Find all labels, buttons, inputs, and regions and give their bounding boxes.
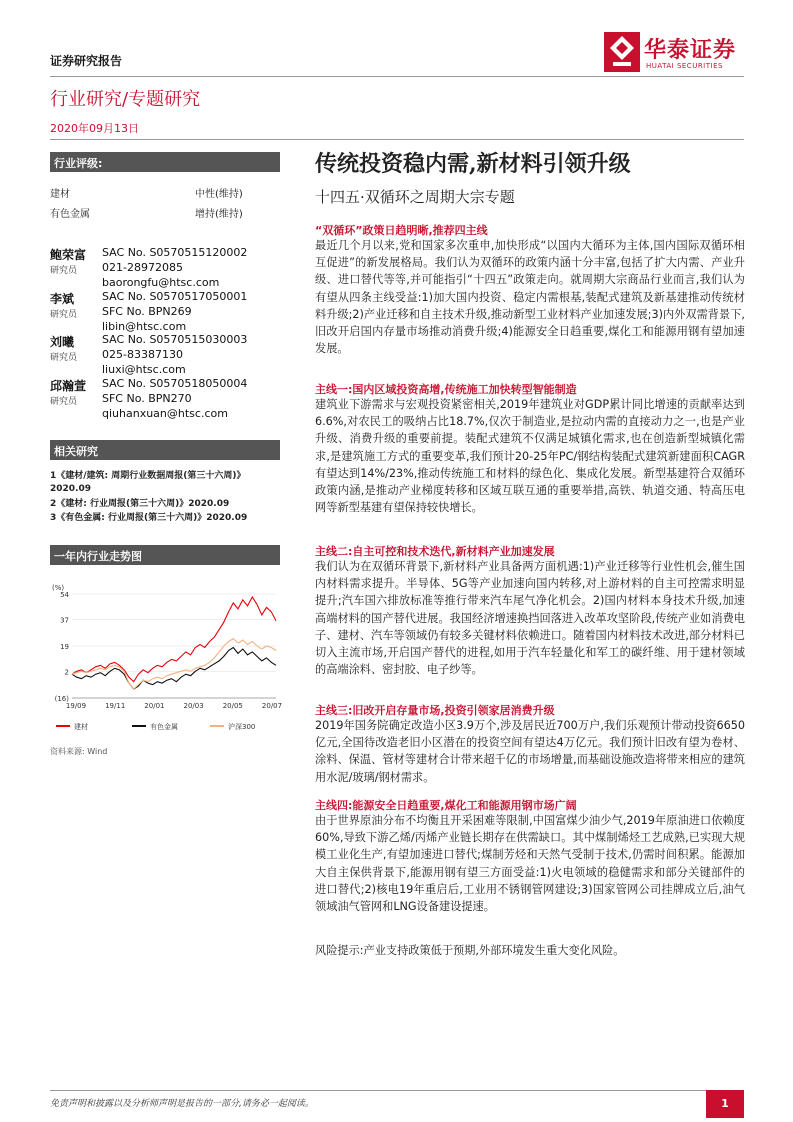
main-subtitle: 十四五·双循环之周期大宗专题 — [315, 188, 515, 206]
related-item[interactable]: 2《建材: 行业周报(第三十六周)》2020.09 — [50, 499, 230, 509]
section-body: 建筑业下游需求与宏观投资紧密相关,2019年建筑业对GDP累计同比增速的贡献率达到6.6%,对农民工的吸纳占比18.7%,仅次于制造业,是拉动内需的直接动力之一,也是产业升级、消费升级的重要前提。装配式建筑不仅满足城镇化需求,也在创造新型城镇化需求,是建筑施工方式的重要变革,我们预计20-25年PC/钢结构装配式建筑新建面积CAGR有望达到14%/23%,推动传统施工和材料的绿色化、集成化发展。新型基建符合双循环政策内涵,是推动产业梯度转移和区域互联互通的重要举措,高铁、轨道交通、特高压电网等新型基建有望保持较快增长。 — [315, 398, 745, 515]
logo-english: HUATAI SECURITIES — [646, 62, 723, 70]
legend-label: 建材 — [74, 723, 88, 731]
y-tick-label: 37 — [60, 616, 69, 625]
rating-heading: 行业评级: — [50, 152, 280, 172]
chart-source: 资料来源: Wind — [50, 747, 108, 756]
analyst-role: 研究员 — [50, 266, 78, 276]
section-heading: 主线二:自主可控和技术迭代,新材料产业加速发展 — [315, 545, 555, 558]
related-item[interactable]: 1《建材/建筑: 周期行业数据周报(第三十六周)》2020.09 — [50, 471, 246, 494]
analyst-email[interactable]: libin@htsc.com — [102, 320, 187, 333]
rating-industry: 建材 — [50, 189, 70, 200]
section-body: 2019年国务院确定改造小区3.9万个,涉及居民近700万户,我们乐观预计带动投资6650亿元,全国待改造老旧小区潜在的投资空间有望达4万亿元。我们预计旧改有望为卷材、涂料、保温、管材等建材合计带来超千亿的市场增量,而基础设施改造将带来相应的建筑用水泥/玻璃/钢材需求。 — [315, 719, 745, 784]
risk-warning: 风险提示:产业支持政策低于预期,外部环境发生重大变化风险。 — [315, 944, 625, 957]
section-body: 我们认为在双循环背景下,新材料产业具备两方面机遇:1)产业迁移等行业性机会,催生国内材料需求提升。半导体、5G等产业加速向国内转移,对上游材料的自主可控需求明显提升;汽车国六排放标准等推行带来汽车尾气净化机会。2)国内材料本身技术升级,加速高端材料的国产替代进展。我国经济增速换挡回落进入改革攻坚阶段,传统产业如消费电子、建材、汽车等领域仍有较多关键材料依赖进口。随着国内材料技术改进,部分材料已切入主流市场,开启国产替代的进程,如用于汽车轻量化和军工的碳纤维、用于建材领域的高端涂料、密封胶、电子纱等。 — [315, 560, 745, 677]
analyst-email[interactable]: liuxi@htsc.com — [102, 363, 186, 376]
x-tick-label: 20/07 — [261, 702, 282, 710]
analyst-name: 鲍荣富 — [50, 248, 87, 262]
section-heading: 主线一:国内区域投资高增,传统施工加快转型智能制造 — [315, 383, 577, 396]
analyst-email[interactable]: qiuhanxuan@htsc.com — [102, 407, 228, 420]
analyst-role: 研究员 — [50, 353, 78, 363]
chart-heading: 一年内行业走势图 — [50, 545, 280, 565]
x-tick-label: 20/03 — [183, 702, 204, 710]
y-axis-unit: (%) — [52, 584, 65, 592]
report-date: 2020年09月13日 — [50, 122, 139, 135]
analyst-sac: SAC No. S0570518050004 — [102, 377, 248, 390]
analyst-name: 李斌 — [50, 292, 75, 306]
analyst-sac: SAC No. S0570517050001 — [102, 290, 248, 303]
x-tick-label: 19/09 — [65, 702, 87, 710]
footer-divider — [50, 1090, 744, 1091]
legend-label: 沪深300 — [228, 723, 256, 731]
industry-trend-chart — [50, 580, 282, 740]
report-type: 行业研究/专题研究 — [50, 89, 201, 110]
y-tick-label: 19 — [60, 643, 69, 651]
section-body: 由于世界原油分布不均衡且开采困难等限制,中国富煤少油少气,2019年原油进口依赖度60%,导致下游乙烯/丙烯产业链长期存在供需缺口。其中煤制烯烃工艺成熟,已实现大规模工业化生产,有望加速进口替代;煤制芳烃和天然气受制于技术,仍需时间积累。能源加大自主保供背景下,能源用钢有望三方面受益:1)火电领域的稳健需求和部分关键部件的进口替代;2)核电19年重启后,工业用不锈钢管网建设;3)国家管网公司挂牌成立后,油气领域油气管网和LNG设备建设提速。 — [315, 814, 745, 914]
section-heading: 主线三:旧改开启存量市场,投资引领家居消费升级 — [315, 704, 555, 717]
analyst-phone: 025-83387130 — [102, 348, 183, 361]
analyst-sfc: SFC No. BPN270 — [102, 392, 192, 405]
report-label: 证券研究报告 — [50, 54, 123, 68]
rating-industry: 有色金属 — [50, 209, 90, 220]
section-heading: “双循环”政策日趋明晰,推荐四主线 — [315, 224, 488, 237]
analyst-name: 刘曦 — [50, 335, 75, 349]
analyst-email[interactable]: baorongfu@htsc.com — [102, 276, 220, 289]
legend-label: 有色金属 — [150, 723, 178, 731]
rating-value: 中性(维持) — [195, 189, 243, 200]
related-item[interactable]: 3《有色金属: 行业周报(第三十六周)》2020.09 — [50, 513, 248, 523]
analyst-sac: SAC No. S0570515120002 — [102, 246, 248, 259]
related-heading: 相关研究 — [50, 440, 280, 460]
y-tick-label: 54 — [60, 591, 69, 599]
analyst-role: 研究员 — [50, 397, 78, 407]
y-tick-label: (16) — [54, 695, 69, 703]
section-body: 最近几个月以来,党和国家多次重申,加快形成“以国内大循环为主体,国内国际双循环相互促进”的新发展格局。我们认为双循环的政策内涵十分丰富,包括了扩大内需、产业升级、进口替代等等,并可能指引“十四五”政策走向。就周期大宗商品行业而言,我们认为有望从四条主线受益:1)加大国内投资、稳定内需根基,装配式建筑及新基建推动传统材料升级;2)产业迁移和自主技术升级,推动新型工业材料产业加速发展;3)内外双需背景下,旧改开启国内存量市场推动消费升级;4)能源安全日趋重要,煤化工和能源用钢有望加速发展。 — [315, 239, 745, 356]
rating-value: 增持(维持) — [195, 209, 243, 220]
x-tick-label: 19/11 — [105, 702, 126, 710]
footer-disclaimer: 免责声明和披露以及分析师声明是报告的一部分,请务必一起阅读。 — [50, 1099, 314, 1109]
huatai-logo-icon — [604, 32, 640, 72]
main-title: 传统投资稳内需,新材料引领升级 — [315, 151, 631, 177]
logo-text: 华泰证券 — [644, 38, 737, 63]
analyst-phone: 021-28972085 — [102, 261, 183, 274]
header-divider-2 — [50, 139, 744, 140]
section-heading: 主线四:能源安全日趋重要,煤化工和能源用钢市场广阔 — [315, 799, 577, 812]
page-number: 1 — [706, 1090, 744, 1118]
x-tick-label: 20/01 — [144, 702, 165, 710]
x-tick-label: 20/05 — [222, 702, 243, 710]
analyst-role: 研究员 — [50, 310, 78, 320]
analyst-sac: SAC No. S0570515030003 — [102, 333, 248, 346]
analyst-name: 邱瀚萱 — [50, 379, 87, 393]
series-line — [72, 648, 276, 690]
header-divider — [50, 76, 744, 77]
analyst-sfc: SFC No. BPN269 — [102, 305, 192, 318]
y-tick-label: 2 — [64, 668, 69, 677]
